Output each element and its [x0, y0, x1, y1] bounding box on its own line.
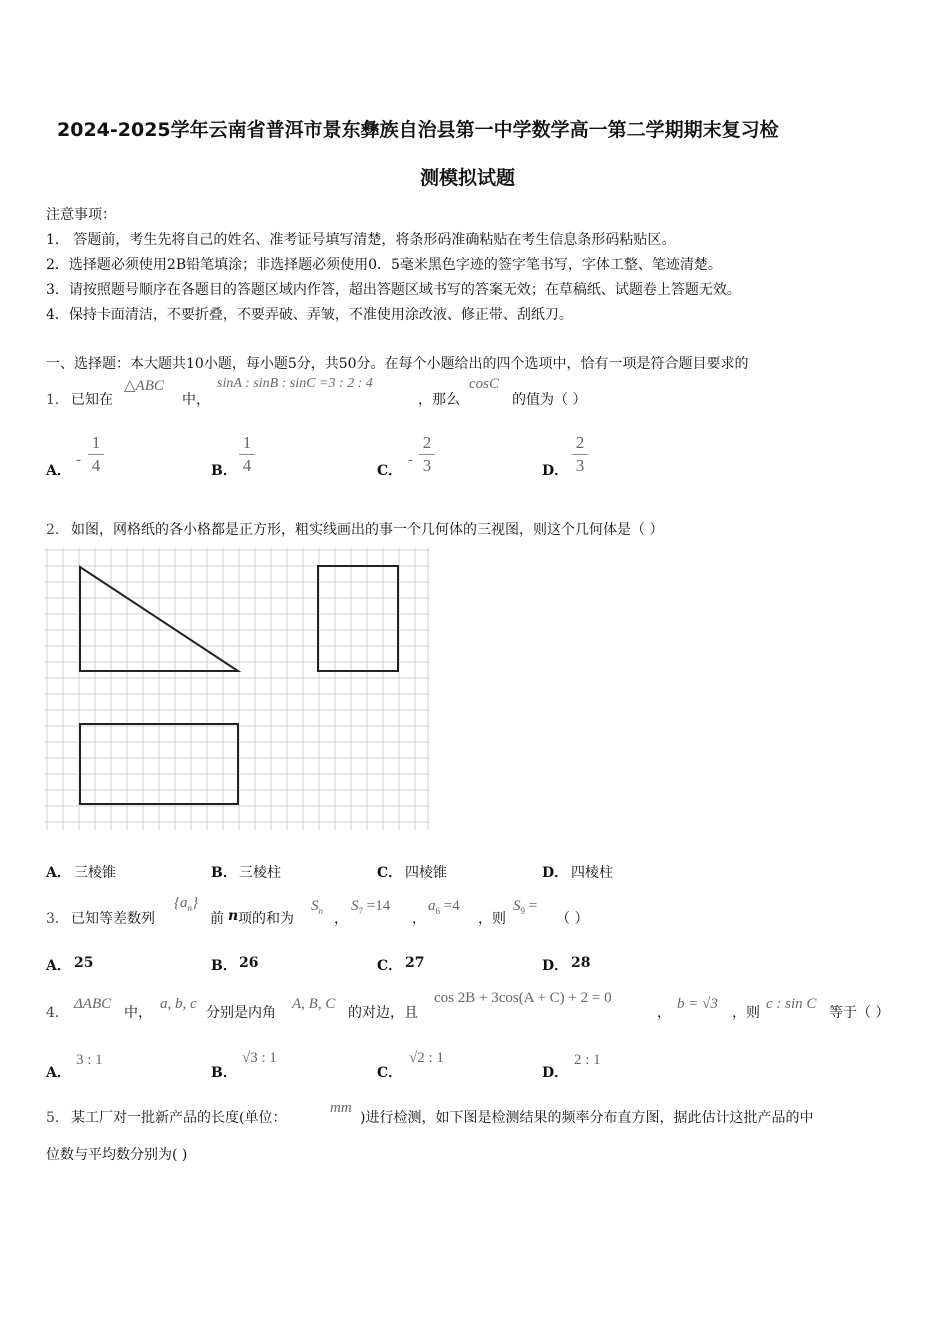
q3-option-b-label[interactable]: B．: [211, 958, 237, 974]
q4-option-b-text: √3 : 1: [242, 1050, 277, 1066]
q3-option-d-text: 28: [571, 955, 591, 971]
q3-text-4: ，: [412, 911, 426, 927]
note-item-3: 3．请按照题号顺序在各题目的答题区域内作答，超出答题区域书写的答案无效；在草稿纸、试题卷上答题无效。: [46, 282, 741, 298]
q3-math-sn: [311, 898, 323, 916]
q1-option-a-label[interactable]: A．: [46, 463, 71, 479]
q2-option-a-text: 三棱锥: [74, 865, 116, 881]
q1-option-c-sign: -: [408, 452, 413, 468]
q3-option-c-text: 27: [405, 955, 425, 971]
q2-option-d-text: 四棱柱: [571, 865, 613, 881]
q3-text-3: ，: [334, 911, 348, 927]
q2-option-c-text: 四棱锥: [405, 865, 447, 881]
q3-number: 3．: [46, 911, 69, 927]
q4-math-triangle: ΔABC: [74, 996, 112, 1012]
notes-heading: 注意事项：: [46, 207, 116, 223]
q3-option-c-label[interactable]: C．: [377, 958, 403, 974]
q3-option-b-text: 26: [239, 955, 259, 971]
q3-s9-equals: =: [525, 898, 538, 914]
q4-math-ratio: c : sin C: [766, 996, 817, 1012]
q1-option-c-denominator: 3: [422, 456, 432, 475]
fraction-bar: [88, 454, 104, 455]
q1-option-a-numerator: 1: [91, 433, 101, 452]
q3-a6-sub: 6: [435, 906, 440, 916]
q3-s7-value: =14: [363, 898, 391, 914]
q5-number: 5．: [46, 1110, 69, 1126]
q1-option-a-denominator: 4: [91, 456, 101, 475]
q1-option-c-fraction: [419, 434, 435, 475]
q3-text-2: 前: [210, 911, 224, 927]
q1-option-c-label[interactable]: C．: [377, 463, 403, 479]
q3-s9-base: S: [513, 898, 521, 914]
q3-s9-sub: 9: [520, 906, 525, 916]
q4-option-b-label[interactable]: B．: [211, 1065, 237, 1081]
q3-sn-base: S: [311, 898, 319, 914]
q4-math-angles: A, B, C: [292, 996, 336, 1012]
q1-text-1: 已知在: [71, 392, 113, 408]
page-title-line1: 2024-2025学年云南省普洱市景东彝族自治县第一中学数学高一第二学期期末复习检: [57, 119, 779, 141]
q4-math-equation: cos 2B + 3cos(A + C) + 2 = 0: [434, 990, 612, 1006]
q5-math-unit: mm: [330, 1100, 352, 1116]
q4-text-5: ，则: [732, 1005, 760, 1021]
note-item-1: 1． 答题前，考生先将自己的姓名、准考证号填写清楚，将条形码准确粘贴在考生信息条形码粘贴区。: [46, 232, 676, 248]
q3-s7-base: S: [351, 898, 359, 914]
q3-math-s7: [351, 898, 390, 916]
q1-option-d-denominator: 3: [575, 456, 585, 475]
q1-text-2: 中，: [182, 392, 210, 408]
q3-brace-close: }: [192, 895, 198, 911]
q1-option-b-fraction: [239, 434, 255, 475]
q5-text-2: )进行检测，如下图是检测结果的频率分布直方图，据此估计这批产品的中: [360, 1110, 814, 1126]
q4-option-c-text: √2 : 1: [409, 1050, 444, 1066]
page-title-line2: 测模拟试题: [420, 167, 516, 189]
q3-math-a6: [428, 898, 460, 916]
q2-number: 2．: [46, 522, 69, 538]
q4-text-1: 中，: [124, 1005, 152, 1021]
section-heading: 一、选择题：本大题共10小题，每小题5分，共50分。在每个小题给出的四个选项中，恰有一项是符合题目要求的: [46, 356, 749, 372]
q4-text-4: ，: [657, 1005, 671, 1021]
q3-s7-sub: 7: [358, 906, 363, 916]
q1-math-triangle: △ABC: [124, 378, 164, 394]
q2-option-c-label[interactable]: C．: [377, 865, 403, 881]
q3-text-n: n: [228, 908, 239, 924]
q1-math-cosc: cosC: [469, 376, 499, 392]
q1-text-3: ，那么: [418, 392, 460, 408]
q4-option-c-label[interactable]: C．: [377, 1065, 403, 1081]
q1-option-b-numerator: 1: [242, 433, 252, 452]
q3-text-6: （ ）: [556, 911, 589, 927]
note-item-4: 4．保持卡面清洁，不要折叠，不要弄破、弄皱，不准使用涂改液、修正带、刮纸刀。: [46, 307, 573, 323]
q1-text-4: 的值为（ ）: [512, 392, 587, 408]
q3-option-d-label[interactable]: D．: [542, 958, 569, 974]
q3-option-a-text: 25: [74, 955, 94, 971]
q3-brace-open: {a: [174, 895, 188, 911]
q3-a6-base: a: [428, 898, 436, 914]
q4-option-d-label[interactable]: D．: [542, 1065, 569, 1081]
q1-option-a-sign: -: [76, 452, 81, 468]
q2-option-a-label[interactable]: A．: [46, 865, 71, 881]
q3-option-a-label[interactable]: A．: [46, 958, 71, 974]
q1-option-c-numerator: 2: [422, 433, 432, 452]
q4-number: 4．: [46, 1005, 69, 1021]
q4-option-a-text: 3 : 1: [76, 1052, 103, 1068]
q1-option-b-label[interactable]: B．: [211, 463, 237, 479]
q4-option-a-label[interactable]: A．: [46, 1065, 71, 1081]
q2-option-d-label[interactable]: D．: [542, 865, 569, 881]
q1-math-ratio: sinA : sinB : sinC =3 : 2 : 4: [217, 376, 373, 391]
q2-text: 如图，网格纸的各小格都是正方形，粗实线画出的事一个几何体的三视图，则这个几何体是（ ）: [71, 522, 664, 538]
q2-option-b-text: 三棱柱: [239, 865, 281, 881]
q3-sn-sub: n: [318, 906, 323, 916]
q5-text-line2: 位数与平均数分别为( ): [46, 1147, 188, 1163]
q3-math-s9: [513, 898, 537, 916]
q3-a6-value: =4: [440, 898, 460, 914]
q3-text-5: ，则: [478, 911, 506, 927]
q3-text-2b: 项的和为: [238, 911, 294, 927]
q1-option-d-label[interactable]: D．: [542, 463, 569, 479]
q3-seq-sub: n: [187, 903, 192, 913]
q4-text-2: 分别是内角: [206, 1005, 276, 1021]
q1-option-a-fraction: [88, 434, 104, 475]
q4-text-6: 等于（ ）: [829, 1005, 890, 1021]
q1-option-d-numerator: 2: [575, 433, 585, 452]
fraction-bar: [572, 454, 588, 455]
q1-option-b-denominator: 4: [242, 456, 252, 475]
fraction-bar: [239, 454, 255, 455]
q4-option-d-text: 2 : 1: [574, 1052, 601, 1068]
note-item-2: 2．选择题必须使用2B铅笔填涂；非选择题必须使用0．5毫米黑色字迹的签字笔书写，字体工整、笔迹清楚。: [46, 257, 722, 273]
q1-option-d-fraction: [572, 434, 588, 475]
q5-text-1: 某工厂对一批新产品的长度(单位：: [71, 1110, 287, 1126]
q4-text-3: 的对边，且: [348, 1005, 418, 1021]
q2-option-b-label[interactable]: B．: [211, 865, 237, 881]
q1-number: 1．: [46, 392, 69, 408]
three-view-figure: [44, 548, 434, 832]
q4-math-b: b = √3: [677, 996, 718, 1012]
q3-math-sequence: [174, 895, 198, 913]
q4-math-sides: a, b, c: [160, 996, 197, 1012]
q3-text-1: 已知等差数列: [71, 911, 155, 927]
fraction-bar: [419, 454, 435, 455]
